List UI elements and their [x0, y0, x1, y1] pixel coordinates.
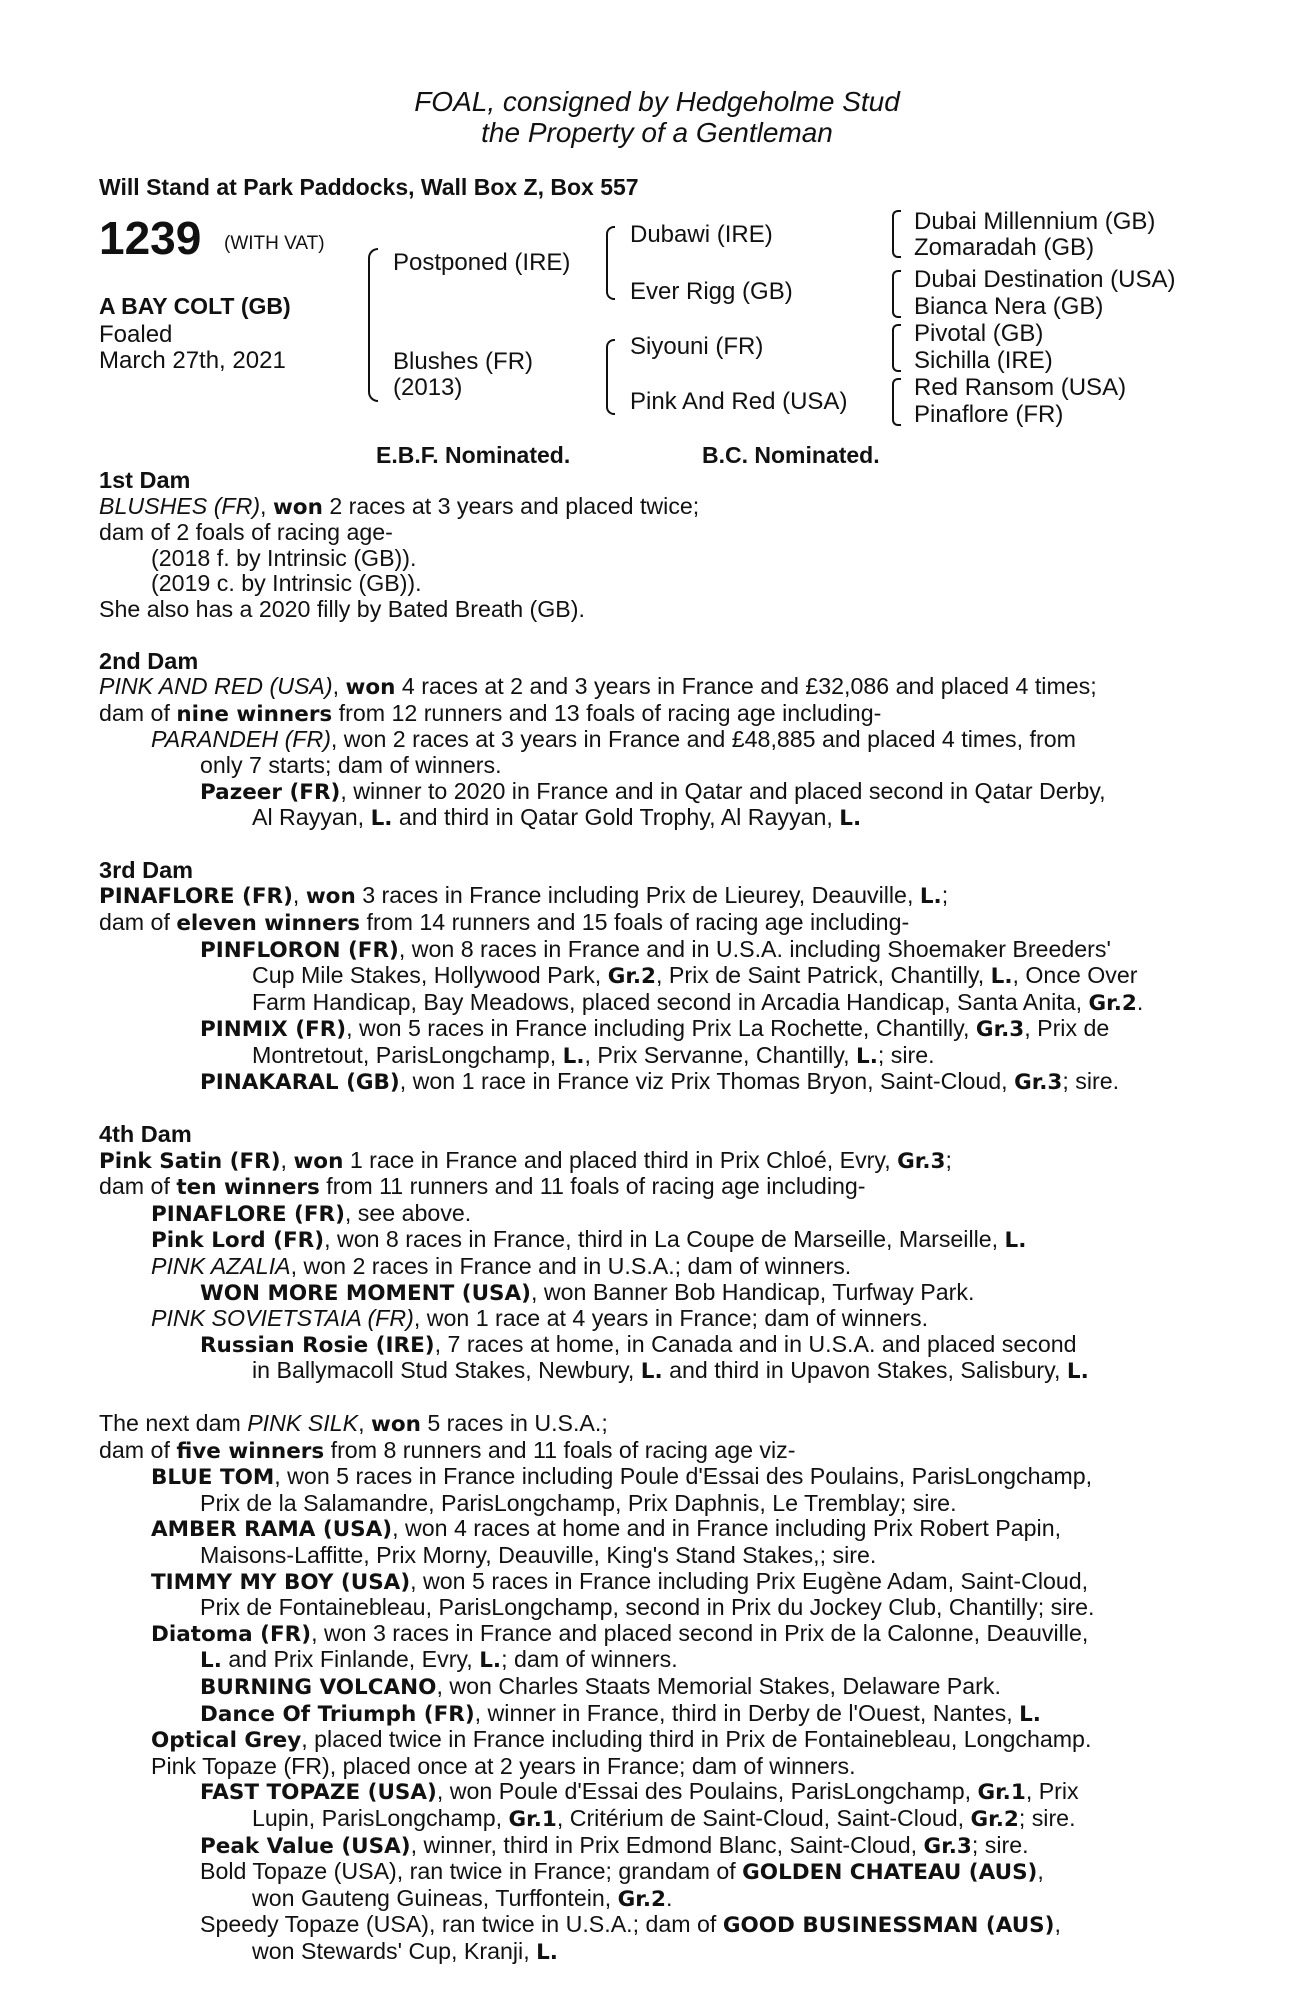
property-line: the Property of a Gentleman [481, 117, 833, 148]
sire-sire: Dubawi (IRE) [630, 221, 773, 248]
produce-line: (2018 f. by Intrinsic (GB)). [151, 544, 417, 571]
third-dam-heading: 3rd Dam [99, 856, 194, 883]
produce-line: Bold Topaze (USA), ran twice in France; grandam of GOLDEN CHATEAU (AUS), [200, 1858, 1044, 1886]
produce-line: PARANDEH (FR), won 2 races at 3 years in France and £48,885 and placed 4 times, from [151, 726, 1076, 753]
produce-line: BURNING VOLCANO, won Charles Staats Memorial Stakes, Delaware Park. [200, 1672, 1001, 1700]
produce-line: Prix de la Salamandre, ParisLongchamp, Prix Daphnis, Le Tremblay; sire. [200, 1489, 957, 1516]
vat-note: (WITH VAT) [224, 233, 325, 254]
produce-line: in Ballymacoll Stud Stakes, Newbury, L. and third in Upavon Stakes, Salisbury, L. [252, 1357, 1089, 1385]
dsd: Sichilla (IRE) [914, 347, 1053, 374]
produce-line: Montretout, ParisLongchamp, L., Prix Servanne, Chantilly, L.; sire. [252, 1041, 935, 1069]
produce-line: Russian Rosie (IRE), 7 races at home, in Canada and in U.S.A. and placed second [200, 1330, 1077, 1358]
produce-line: won Gauteng Guineas, Turffontein, Gr.2. [252, 1884, 673, 1912]
pedigree-brace [368, 248, 378, 402]
dam-year: (2013) [393, 374, 463, 401]
produce-line: Speedy Topaze (USA), ran twice in U.S.A.; dam of GOOD BUSINESSMAN (AUS), [200, 1911, 1061, 1939]
produce-line: won Stewards' Cup, Kranji, L. [252, 1937, 558, 1965]
second-dam-heading: 2nd Dam [99, 647, 199, 674]
produce-line: Prix de Fontainebleau, ParisLongchamp, second in Prix du Jockey Club, Chantilly; sire. [200, 1594, 1095, 1621]
produce-line: Pazeer (FR), winner to 2020 in France and in Qatar and placed second in Qatar Derby, [200, 777, 1106, 805]
dss: Pivotal (GB) [914, 320, 1044, 347]
produce-line: L. and Prix Finlande, Evry, L.; dam of winners. [200, 1646, 678, 1674]
dam-line: dam of ten winners from 11 runners and 11 foals of racing age including- [99, 1173, 866, 1201]
produce-line: Al Rayyan, L. and third in Qatar Gold Trophy, Al Rayyan, L. [252, 804, 862, 832]
produce-line: PINAFLORE (FR), see above. [151, 1199, 472, 1227]
foaled-label: Foaled [99, 321, 173, 348]
pedigree-brace [892, 270, 901, 318]
ssd: Zomaradah (GB) [914, 234, 1095, 261]
dam-line: dam of 2 foals of racing age- [99, 519, 393, 546]
produce-line: Optical Grey, placed twice in France including third in Prix de Fontainebleau, Longchamp. [151, 1726, 1092, 1754]
produce-line: Lupin, ParisLongchamp, Gr.1, Critérium de Saint-Cloud, Saint-Cloud, Gr.2; sire. [252, 1804, 1076, 1832]
dam-line: dam of five winners from 8 runners and 11 foals of racing age viz- [99, 1436, 796, 1464]
pedigree-brace [606, 339, 615, 415]
dam: Blushes (FR) [393, 348, 534, 375]
produce-line: PINAKARAL (GB), won 1 race in France viz Prix Thomas Bryon, Saint-Cloud, Gr.3; sire. [200, 1068, 1120, 1096]
lot-number: 1239 [99, 212, 202, 264]
dam-line: BLUSHES (FR), won 2 races at 3 years and placed twice; [99, 492, 700, 520]
dam-line: Pink Satin (FR), won 1 race in France and placed third in Prix Chloé, Evry, Gr.3; [99, 1146, 952, 1174]
dam-line: PINAFLORE (FR), won 3 races in France including Prix de Lieurey, Deauville, L.; [99, 882, 949, 910]
produce-line: Farm Handicap, Bay Meadows, placed second in Arcadia Handicap, Santa Anita, Gr.2. [252, 988, 1144, 1016]
sire: Postponed (IRE) [393, 249, 571, 276]
dds: Red Ransom (USA) [914, 374, 1127, 401]
dam-line: dam of nine winners from 12 runners and 13 foals of racing age including- [99, 699, 882, 727]
produce-line: Cup Mile Stakes, Hollywood Park, Gr.2, Prix de Saint Patrick, Chantilly, L., Once Over [252, 962, 1138, 990]
ddd: Pinaflore (FR) [914, 401, 1064, 428]
produce-line: AMBER RAMA (USA), won 4 races at home and in France including Prix Robert Papin, [151, 1515, 1062, 1543]
produce-line: TIMMY MY BOY (USA), won 5 races in France including Prix Eugène Adam, Saint-Cloud, [151, 1567, 1089, 1595]
produce-line: PINFLORON (FR), won 8 races in France and in U.S.A. including Shoemaker Breeders' [200, 935, 1111, 963]
pedigree-brace [606, 226, 615, 300]
produce-line: FAST TOPAZE (USA), won Poule d'Essai des Poulains, ParisLongchamp, Gr.1, Prix [200, 1778, 1079, 1806]
dam-dam: Pink And Red (USA) [630, 388, 848, 415]
produce-line: Peak Value (USA), winner, third in Prix Edmond Blanc, Saint-Cloud, Gr.3; sire. [200, 1831, 1029, 1859]
sdd: Bianca Nera (GB) [914, 293, 1104, 320]
produce-line: PINMIX (FR), won 5 races in France including Prix La Rochette, Chantilly, Gr.3, Prix de [200, 1015, 1110, 1043]
foaled-date: March 27th, 2021 [99, 347, 286, 374]
produce-line: Pink Lord (FR), won 8 races in France, third in La Coupe de Marseille, Marseille, L. [151, 1226, 1027, 1254]
stand-location: Will Stand at Park Paddocks, Wall Box Z, Box 557 [99, 174, 639, 200]
produce-line: She also has a 2020 filly by Bated Breath (GB). [99, 595, 585, 622]
produce-line: Diatoma (FR), won 3 races in France and placed second in Prix de la Calonne, Deauville, [151, 1619, 1089, 1647]
pedigree-brace [892, 210, 901, 258]
dam-line: dam of eleven winners from 14 runners and 15 foals of racing age including- [99, 908, 910, 936]
produce-line: WON MORE MOMENT (USA), won Banner Bob Handicap, Turfway Park. [200, 1278, 975, 1306]
dam-line: PINK AND RED (USA), won 4 races at 2 and 3 years in France and £32,086 and placed 4 times; [99, 673, 1097, 701]
first-dam-heading: 1st Dam [99, 467, 191, 493]
produce-line: Dance Of Triumph (FR), winner in France, third in Derby de l'Ouest, Nantes, L. [200, 1699, 1041, 1727]
produce-line: Pink Topaze (FR), placed once at 2 years in France; dam of winners. [151, 1752, 856, 1779]
produce-line: PINK AZALIA, won 2 races in France and in U.S.A.; dam of winners. [151, 1253, 852, 1280]
produce-line: only 7 starts; dam of winners. [200, 751, 502, 778]
consignor-line: FOAL, consigned by Hedgeholme Stud [414, 86, 900, 117]
produce-line: BLUE TOM, won 5 races in France including Poule d'Essai des Poulains, ParisLongchamp, [151, 1463, 1093, 1491]
pedigree-brace [892, 324, 901, 372]
horse-description: A BAY COLT (GB) [99, 293, 291, 319]
sire-dam: Ever Rigg (GB) [630, 278, 793, 305]
produce-line: Maisons-Laffitte, Prix Morny, Deauville, King's Stand Stakes,; sire. [200, 1541, 877, 1568]
dam-line: The next dam PINK SILK, won 5 races in U.S.A.; [99, 1410, 608, 1437]
bc-nomination: B.C. Nominated. [702, 442, 880, 468]
fourth-dam-heading: 4th Dam [99, 1121, 192, 1148]
sss: Dubai Millennium (GB) [914, 208, 1156, 235]
catalogue-body [99, 468, 1229, 1965]
ebf-nomination: E.B.F. Nominated. [376, 442, 571, 468]
produce-line: (2019 c. by Intrinsic (GB)). [151, 570, 422, 597]
produce-line: PINK SOVIETSTAIA (FR), won 1 race at 4 years in France; dam of winners. [151, 1305, 929, 1332]
pedigree-brace [892, 378, 901, 426]
dam-sire: Siyouni (FR) [630, 333, 764, 360]
sds: Dubai Destination (USA) [914, 266, 1176, 293]
